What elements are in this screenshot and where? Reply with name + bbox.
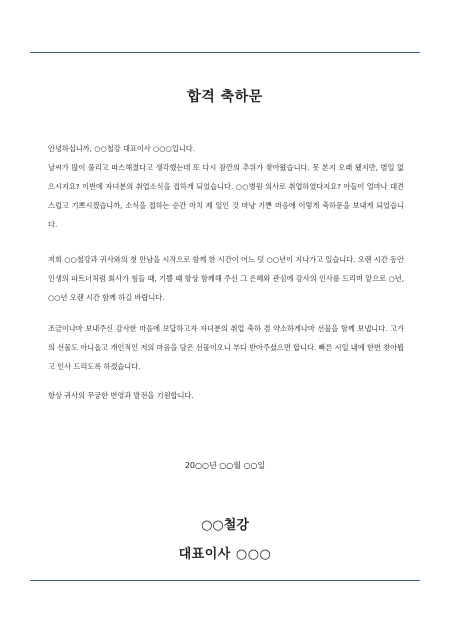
gift-paragraph — [48, 319, 404, 376]
signer-name: 대표이사 ○○○ — [178, 547, 272, 562]
relationship-text: 저희 ○○철강과 귀사와의 첫 만남을 시작으로 함께 한 시간이 어느 덧 ○○년이 지나가고 있습니다. 오랜 시간 동안 인생의 파트너처럼 회사가 힘들 때, 기쁠 때 항상 함께해 주신 그 은혜와 관심에 감사의 인사를 드리며 앞으로 ○년, ○○년 오랜 시간 함께 하길 바랍니다. — [48, 255, 404, 302]
closing-paragraph — [48, 386, 404, 405]
greeting-body: 날씨가 많이 풀리고 따스해졌다고 생각했는데 또 다시 잠깐의 추위가 찾아왔습니다. 못 본지 오래 됐지만, 별일 없으시지요? 이번에 자녀분의 취업소식을 접하게 되었습니다. ○○병원 의사로 취업하였다지요? 아들이 얼마나 대견스럽고 기쁘시겠습니까, 소식을 접하는 순간 마치 제 일인 것 마냥 기쁜 마음에 이렇게 축하문을 보내게 되었습니다. — [48, 163, 404, 229]
document-title: 합격 축하문 — [187, 89, 263, 105]
bottom-divider — [30, 580, 420, 581]
top-divider — [30, 52, 420, 53]
company-name: ○○철강 — [201, 518, 249, 533]
closing-text: 항상 귀사의 무궁한 번영과 발전을 기원합니다. — [48, 391, 194, 400]
greeting-paragraph — [48, 139, 404, 234]
relationship-paragraph — [48, 250, 404, 307]
greeting-line: 안녕하십니까, ○○철강 대표이사 ○○○입니다. — [48, 144, 195, 153]
document-date: 20○○년 ○○월 ○○일 — [184, 461, 266, 470]
gift-text: 조금이나마 보내주신 감사한 마음에 보답하고자 자녀분의 취업 축하 겸 약소하게나마 선물을 함께 보냅니다. 고가의 선물도 아니옵고 개인적인 저의 마음을 담은 선물이오니 부디 받아주셨으면 합니다. 빠른 시일 내에 한번 찾아뵙고 인사 드리도록 하겠습니다. — [48, 324, 404, 371]
